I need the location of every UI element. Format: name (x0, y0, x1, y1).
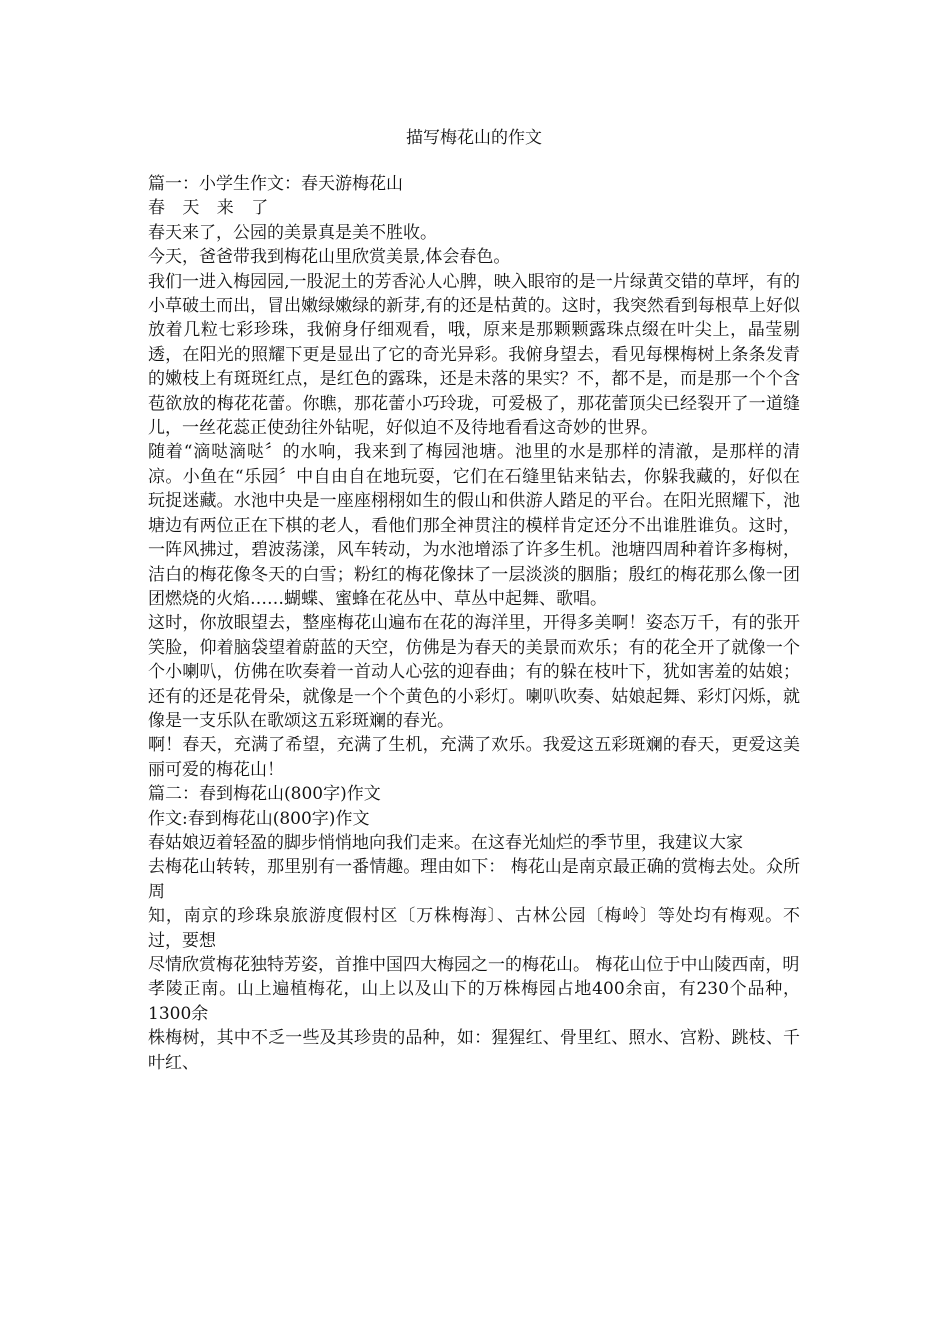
document-title: 描写梅花山的作文 (406, 128, 542, 148)
paragraph: 孝陵正南。山上遍植梅花，山上以及山下的万株梅园占地400余亩，有230个品种，1300余 (148, 979, 800, 1024)
paragraph: 春姑娘迈着轻盈的脚步悄悄地向我们走来。在这春光灿烂的季节里，我建议大家 (148, 832, 743, 853)
paragraph: 随着“滴哒滴哒〞的水响，我来到了梅园池塘。池里的水是那样的清澈，是那样的清凉。小鱼在“乐园〞中自由自在地玩耍，它们在石缝里钻来钻去，你躲我藏的，好似在玩捉迷藏。水池中央是一座座栩栩如生的假山和供游人踏足的平台。在阳光照耀下，池塘边有两位正在下棋的老人，看他们那全神贯注的模样肯定还分不出谁胜谁负。这时，一阵风拂过，碧波荡漾，风车转动，为水池增添了许多生机。池塘四周种着许多梅树，洁白的梅花像冬天的白雪；粉红的梅花像抹了一层淡淡的胭脂；殷红的梅花那么像一团团燃烧的火焰……蝴蝶、蜜蜂在花丛中、草丛中起舞、歌唱。 (148, 442, 800, 609)
paragraph: 知，南京的珍珠泉旅游度假村区〔万株梅海〕、古林公园〔梅岭〕等处均有梅观。不过，要想 (148, 906, 800, 951)
section-heading-2: 篇二：春到梅花山(800字)作文 (148, 784, 381, 805)
paragraph: 这时，你放眼望去，整座梅花山遍布在花的海洋里，开得多美啊！姿态万千，有的张开笑脸，仰着脑袋望着蔚蓝的天空，仿佛是为春天的美景而欢乐；有的花全开了就像一个个小喇叭，仿佛在吹奏着一首动人心弦的迎春曲；有的躲在枝叶下，犹如害羞的姑娘；还有的还是花骨朵，就像是一个个黄色的小彩灯。喇叭吹奏、姑娘起舞、彩灯闪烁，就像是一支乐队在歌颂这五彩斑斓的春光。 (148, 613, 800, 731)
document-body (148, 172, 800, 1075)
subtitle-line: 春 天 来 了 (148, 198, 275, 219)
paragraph: 今天，爸爸带我到梅花山里欣赏美景,体会春色。 (148, 247, 511, 268)
paragraph: 我们一进入梅园园,一股泥土的芳香沁人心脾，映入眼帘的是一片绿黄交错的草坪，有的小草破土而出，冒出嫩绿嫩绿的新芽,有的还是枯黄的。这时，我突然看到每根草上好似放着几粒七彩珍珠，我俯身仔细观看，哦，原来是那颗颗露珠点缀在叶尖上，晶莹剔透，在阳光的照耀下更是显出了它的奇光异彩。我俯身望去，看见每棵梅树上条条发青的嫩枝上有斑斑红点，是红色的露珠，还是未落的果实？不，都不是，而是那一个个含苞欲放的梅花花蕾。你瞧，那花蕾小巧玲珑，可爱极了，那花蕾顶尖已经裂开了一道缝儿，一丝花蕊正使劲往外钻呢，好似迫不及待地看看这奇妙的世界。 (148, 271, 800, 439)
paragraph: 株梅树，其中不乏一些及其珍贵的品种，如：猩猩红、骨里红、照水、宫粉、跳枝、千叶红、 (148, 1028, 800, 1073)
paragraph: 去梅花山转转，那里别有一番情趣。理由如下： 梅花山是南京最正确的赏梅去处。众所周 (148, 857, 800, 902)
essay-title-line: 作文:春到梅花山(800字)作文 (148, 808, 370, 829)
paragraph: 春天来了，公园的美景真是美不胜收。 (148, 222, 437, 243)
paragraph: 啊！春天，充满了希望，充满了生机，充满了欢乐。我爱这五彩斑斓的春天，更爱这美丽可爱的梅花山！ (148, 735, 800, 780)
section-heading-1: 篇一：小学生作文：春天游梅花山 (148, 174, 403, 194)
paragraph: 尽情欣赏梅花独特芳姿，首推中国四大梅园之一的梅花山。 梅花山位于中山陵西南，明 (148, 955, 800, 975)
